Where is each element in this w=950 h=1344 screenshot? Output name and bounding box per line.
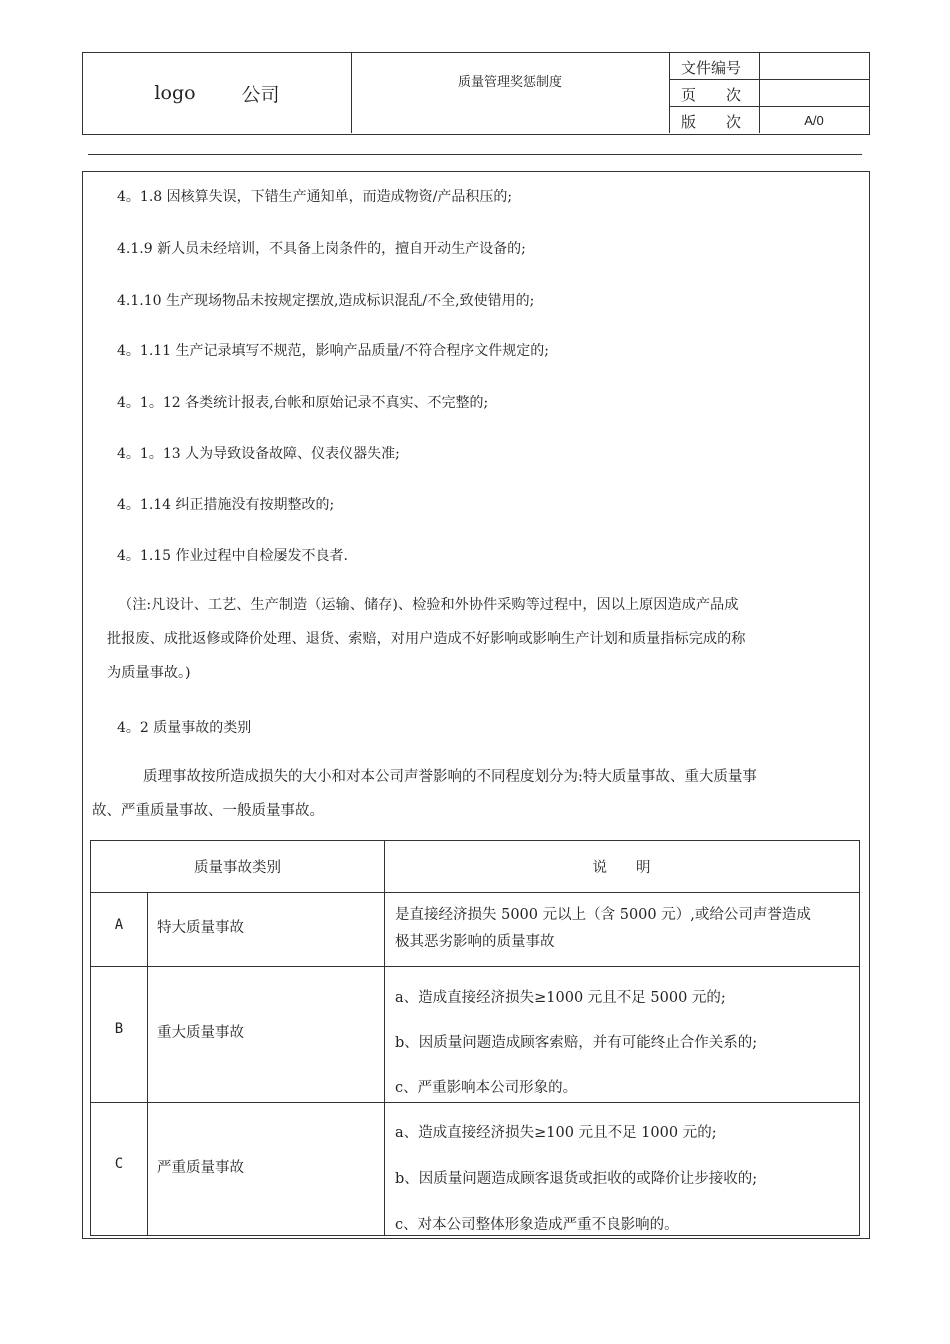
file-number-label: 文件编号	[681, 59, 742, 77]
logo-text: logo	[154, 82, 196, 104]
description-line: b、因质量问题造成顾客索赔，并有可能终止合作关系的;	[395, 1035, 758, 1051]
table-divider	[91, 966, 859, 967]
divider	[351, 53, 352, 133]
list-item: 4。1。13 人为导致设备故障、仪表仪器失准;	[117, 446, 400, 462]
header-rule	[88, 154, 862, 155]
table-row-description	[395, 902, 811, 956]
table-row-code: C	[114, 1156, 124, 1172]
list-item: 4.1.10 生产现场物品未按规定摆放,造成标识混乱/不全,致使错用的;	[117, 293, 535, 309]
accident-category-table	[90, 840, 860, 1236]
list-item: 4。1。12 各类统计报表,台帐和原始记录不真实、不完整的;	[117, 395, 489, 411]
note-paragraph	[107, 588, 867, 690]
table-divider	[384, 841, 385, 1235]
description-line: a、造成直接经济损失≥1000 元且不足 5000 元的;	[395, 990, 726, 1006]
description-line: 极其恶劣影响的质量事故	[395, 934, 555, 950]
company-name: 公司	[241, 83, 280, 106]
version-label: 版 次	[681, 113, 742, 131]
table-divider	[91, 892, 859, 893]
table-divider	[147, 893, 148, 1235]
note-line: （注:凡设计、工艺、生产制造（运输、储存)、检验和外协件采购等过程中，因以上原因造成产品成	[118, 597, 739, 613]
note-line: 为质量事故。)	[107, 665, 191, 681]
description-line: 是直接经济损失 5000 元以上（含 5000 元）,或给公司声誉造成	[395, 907, 811, 923]
table-header-category: 质量事故类别	[194, 860, 281, 876]
list-item: 4。1.15 作业过程中自检屡发不良者.	[117, 548, 348, 564]
company-logo-area	[83, 53, 351, 133]
divider	[669, 106, 869, 107]
document-header	[82, 52, 870, 135]
version-value: A/0	[804, 113, 824, 128]
table-row-code: B	[114, 1021, 124, 1037]
table-row-code: A	[114, 917, 124, 933]
table-header-description: 说 明	[592, 860, 651, 876]
description-line: b、因质量问题造成顾客退货或拒收的或降价让步接收的;	[395, 1171, 758, 1187]
document-title: 质量管理奖惩制度	[457, 75, 562, 90]
intro-paragraph	[92, 760, 862, 828]
list-item: 4。1.11 生产记录填写不规范，影响产品质量/不符合程序文件规定的;	[117, 343, 549, 359]
table-row-description	[395, 976, 757, 1111]
list-item: 4。1.14 纠正措施没有按期整改的;	[117, 497, 335, 513]
table-row-name: 重大质量事故	[157, 1025, 244, 1041]
section-heading: 4。2 质量事故的类别	[117, 720, 252, 736]
description-line: c、严重影响本公司形象的。	[395, 1080, 578, 1096]
description-line: c、对本公司整体形象造成严重不良影响的。	[395, 1217, 679, 1233]
list-item: 4。1.8 因核算失误，下错生产通知单，而造成物资/产品积压的;	[117, 189, 513, 205]
table-row-description	[395, 1110, 757, 1248]
table-row-name: 特大质量事故	[157, 920, 244, 936]
intro-line: 质理事故按所造成损失的大小和对本公司声誉影响的不同程度划分为:特大质量事故、重大质量事	[143, 769, 757, 785]
table-row-name: 严重质量事故	[157, 1160, 244, 1176]
page-label: 页 次	[681, 86, 742, 104]
note-line: 批报废、成批返修或降价处理、退货、索赔，对用户造成不好影响或影响生产计划和质量指标完成的称	[107, 631, 746, 647]
divider	[669, 79, 869, 80]
description-line: a、造成直接经济损失≥100 元且不足 1000 元的;	[395, 1125, 717, 1141]
intro-line: 故、严重质量事故、一般质量事故。	[92, 803, 324, 819]
list-item: 4.1.9 新人员未经培训，不具备上岗条件的，擅自开动生产设备的;	[117, 241, 526, 257]
